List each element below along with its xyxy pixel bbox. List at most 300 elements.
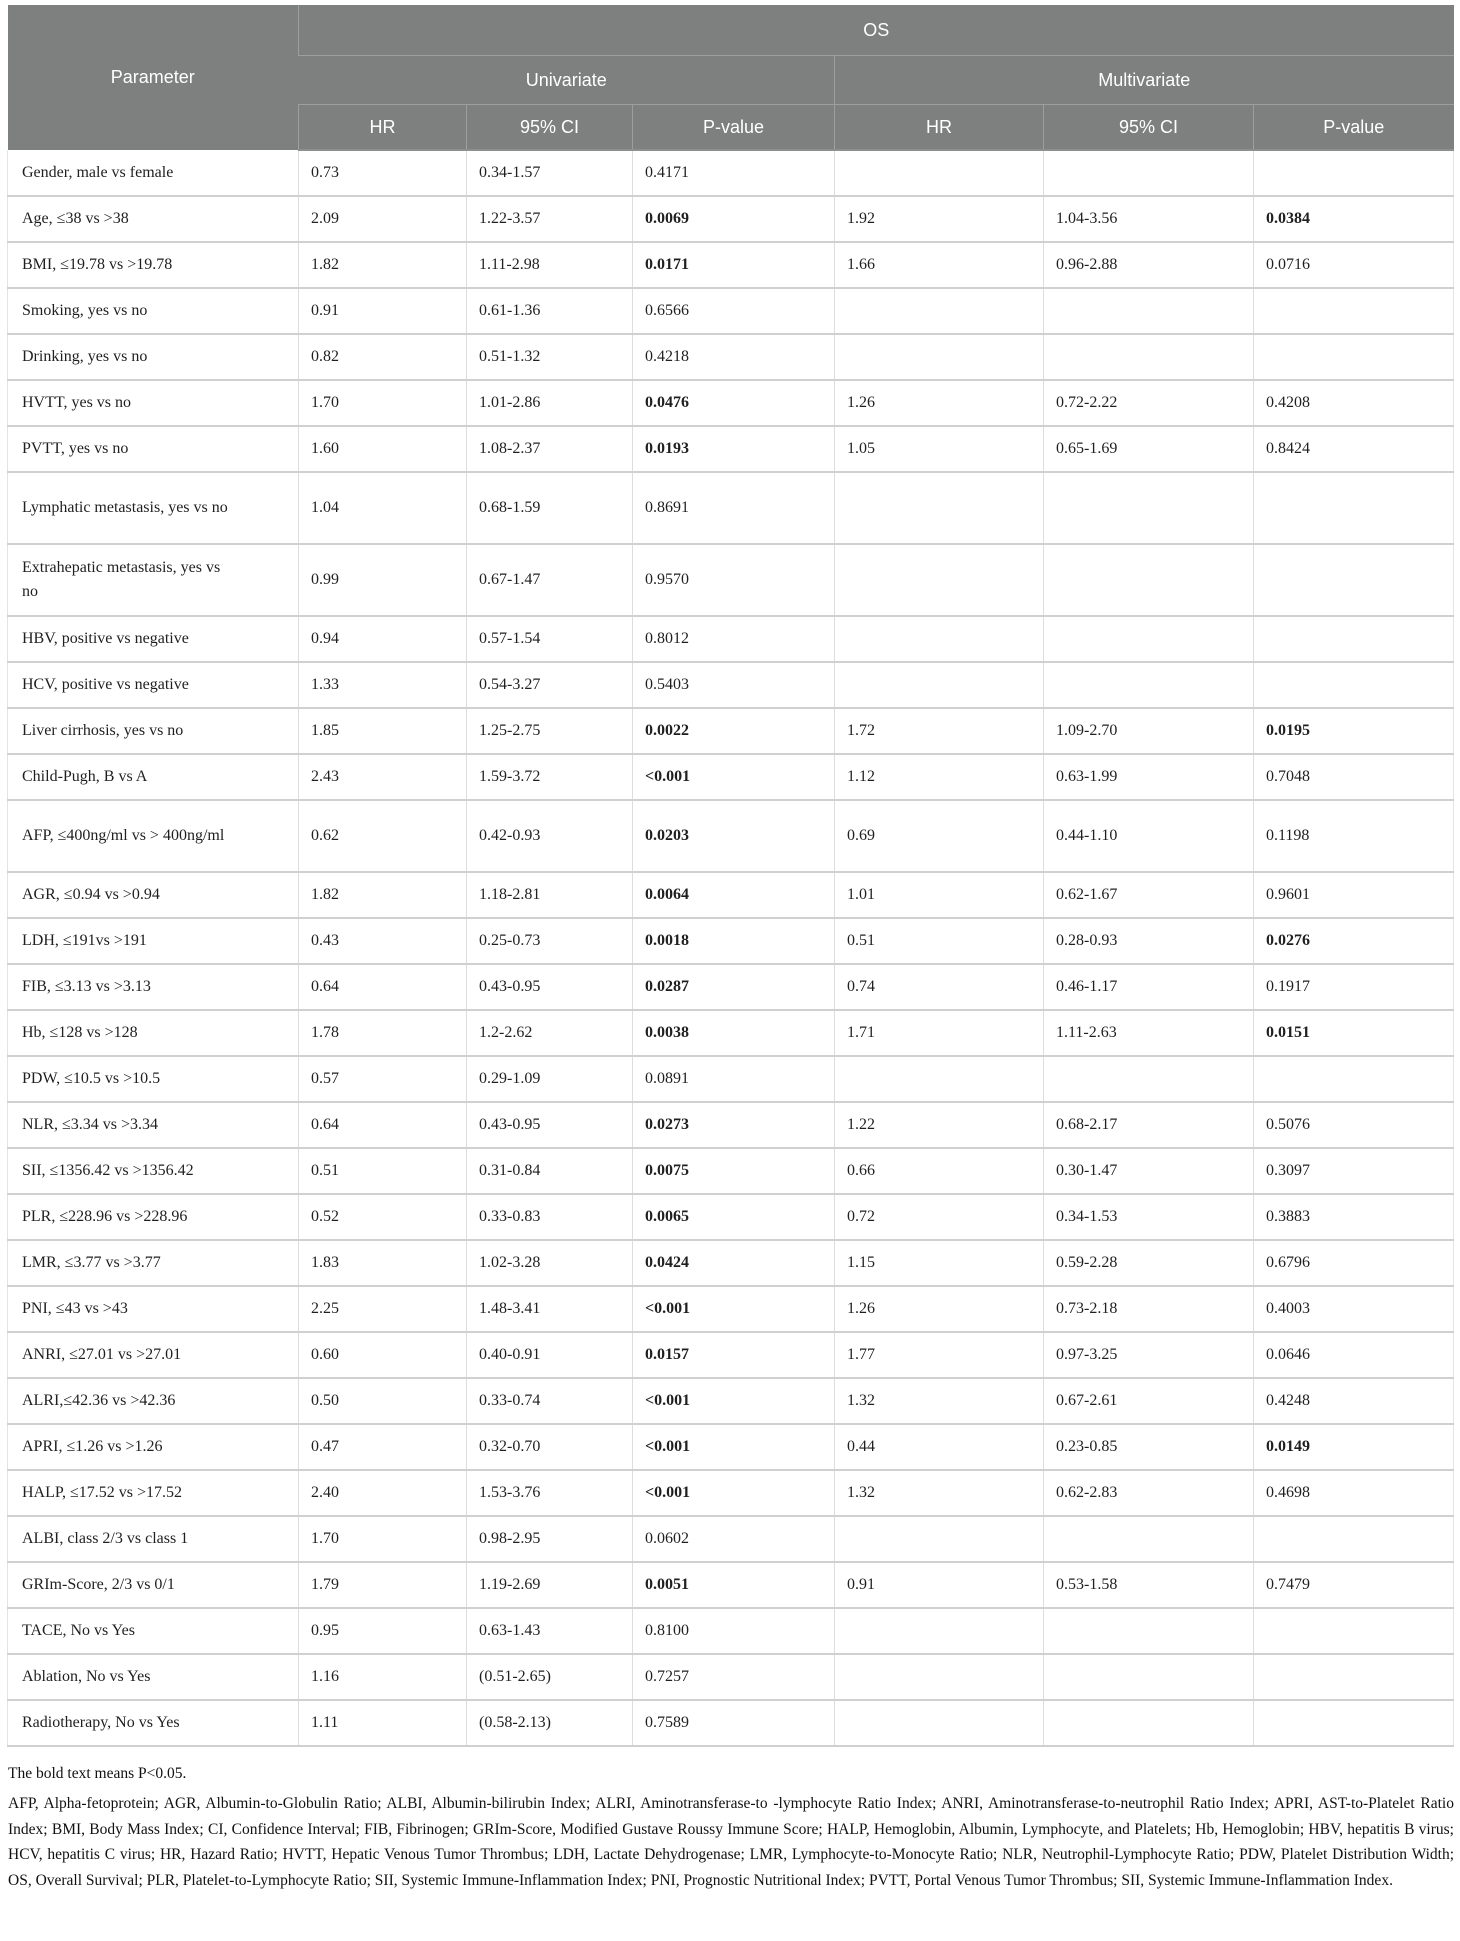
multi-pvalue-cell: 0.0646 (1254, 1332, 1454, 1378)
multi-hr-cell (835, 1654, 1044, 1700)
parameter-cell (8, 1654, 299, 1700)
multi-pvalue-cell: 0.0276 (1254, 918, 1454, 964)
parameter-cell (8, 1148, 299, 1194)
multi-pvalue-cell: 0.7048 (1254, 754, 1454, 800)
multi-ci-cell (1044, 334, 1254, 380)
uni-hr-cell: 1.04 (299, 472, 467, 544)
parameter-cell (8, 196, 299, 242)
table-row (8, 1378, 1454, 1424)
uni-pvalue-cell: 0.6566 (633, 288, 835, 334)
table-row (8, 288, 1454, 334)
uni-pvalue-cell: 0.8012 (633, 616, 835, 662)
uni-pvalue-cell: 0.5403 (633, 662, 835, 708)
multi-hr-cell: 1.72 (835, 708, 1044, 754)
uni-ci-cell: 0.51-1.32 (467, 334, 633, 380)
table-body (8, 150, 1454, 1746)
table-row (8, 1286, 1454, 1332)
multi-pvalue-cell: 0.4208 (1254, 380, 1454, 426)
parameter-cell (8, 1516, 299, 1562)
multi-pvalue-cell: 0.1917 (1254, 964, 1454, 1010)
parameter-label: FIB, ≤3.13 vs >3.13 (22, 978, 151, 995)
table-row (8, 872, 1454, 918)
uni-pvalue-cell: 0.0018 (633, 918, 835, 964)
multi-ci-cell: 0.53-1.58 (1044, 1562, 1254, 1608)
multi-ci-cell (1044, 1700, 1254, 1746)
multi-hr-cell: 0.72 (835, 1194, 1044, 1240)
parameter-label: SII, ≤1356.42 vs >1356.42 (22, 1162, 194, 1179)
uni-ci-cell: 1.11-2.98 (467, 242, 633, 288)
multi-ci-cell: 0.63-1.99 (1044, 754, 1254, 800)
multi-hr-cell: 0.91 (835, 1562, 1044, 1608)
multi-pvalue-cell: 0.0716 (1254, 242, 1454, 288)
multi-ci-cell: 1.11-2.63 (1044, 1010, 1254, 1056)
multi-hr-cell: 1.01 (835, 872, 1044, 918)
parameter-label: BMI, ≤19.78 vs >19.78 (22, 256, 173, 273)
uni-hr-cell: 1.60 (299, 426, 467, 472)
multi-hr-cell (835, 662, 1044, 708)
uni-hr-cell: 2.43 (299, 754, 467, 800)
multi-pvalue-cell (1254, 1700, 1454, 1746)
parameter-cell (8, 544, 299, 616)
uni-pvalue-cell: <0.001 (633, 1378, 835, 1424)
column-header-parameter: Parameter (8, 5, 299, 150)
uni-pvalue-cell: 0.0069 (633, 196, 835, 242)
uni-hr-cell: 0.73 (299, 150, 467, 196)
column-header-multi-hr: HR (835, 105, 1044, 151)
multi-ci-cell: 0.46-1.17 (1044, 964, 1254, 1010)
uni-pvalue-cell: 0.4218 (633, 334, 835, 380)
multi-pvalue-cell: 0.5076 (1254, 1102, 1454, 1148)
uni-ci-cell: 0.43-0.95 (467, 964, 633, 1010)
parameter-label: Gender, male vs female (22, 163, 174, 181)
multi-pvalue-cell (1254, 1654, 1454, 1700)
table-row (8, 334, 1454, 380)
parameter-cell (8, 1010, 299, 1056)
uni-pvalue-cell: 0.4171 (633, 150, 835, 196)
uni-pvalue-cell: <0.001 (633, 754, 835, 800)
parameter-cell (8, 708, 299, 754)
uni-pvalue-cell: 0.0891 (633, 1056, 835, 1102)
table-row (8, 1608, 1454, 1654)
uni-ci-cell: 1.19-2.69 (467, 1562, 633, 1608)
uni-pvalue-cell: 0.0038 (633, 1010, 835, 1056)
uni-pvalue-cell: 0.0022 (633, 708, 835, 754)
multi-pvalue-cell: 0.4003 (1254, 1286, 1454, 1332)
table-row (8, 1700, 1454, 1746)
uni-pvalue-cell: 0.7257 (633, 1654, 835, 1700)
multi-pvalue-cell: 0.0195 (1254, 708, 1454, 754)
uni-ci-cell: 0.40-0.91 (467, 1332, 633, 1378)
parameter-label: PLR, ≤228.96 vs >228.96 (22, 1208, 188, 1225)
table-row (8, 1332, 1454, 1378)
parameter-cell (8, 334, 299, 380)
uni-ci-cell: 0.33-0.74 (467, 1378, 633, 1424)
uni-pvalue-cell: 0.0476 (633, 380, 835, 426)
parameter-cell (8, 1470, 299, 1516)
uni-hr-cell: 1.82 (299, 242, 467, 288)
table-row (8, 708, 1454, 754)
parameter-label: Lymphatic metastasis, yes vs no (22, 499, 228, 516)
uni-pvalue-cell: 0.0203 (633, 800, 835, 872)
uni-hr-cell: 0.60 (299, 1332, 467, 1378)
parameter-cell (8, 1608, 299, 1654)
parameter-label: NLR, ≤3.34 vs >3.34 (22, 1116, 159, 1133)
uni-ci-cell: 0.54-3.27 (467, 662, 633, 708)
parameter-label: Liver cirrhosis, yes vs no (22, 722, 184, 739)
uni-ci-cell: (0.51-2.65) (467, 1654, 633, 1700)
parameter-label: PDW, ≤10.5 vs >10.5 (22, 1070, 161, 1087)
parameter-cell (8, 800, 299, 872)
multi-ci-cell: 0.97-3.25 (1044, 1332, 1254, 1378)
multi-pvalue-cell (1254, 1608, 1454, 1654)
uni-hr-cell: 1.70 (299, 1516, 467, 1562)
uni-hr-cell: 0.94 (299, 616, 467, 662)
parameter-cell (8, 1286, 299, 1332)
parameter-label: AFP, ≤400ng/ml vs > 400ng/ml (22, 827, 225, 844)
uni-ci-cell: 0.57-1.54 (467, 616, 633, 662)
parameter-label: Child-Pugh, B vs A (22, 768, 148, 785)
multi-ci-cell: 0.62-1.67 (1044, 872, 1254, 918)
uni-hr-cell: 2.09 (299, 196, 467, 242)
uni-pvalue-cell: 0.0051 (633, 1562, 835, 1608)
table-row (8, 1240, 1454, 1286)
parameter-label: TACE, No vs Yes (22, 1622, 135, 1639)
parameter-cell (8, 288, 299, 334)
uni-hr-cell: 1.78 (299, 1010, 467, 1056)
table-row (8, 150, 1454, 196)
multi-hr-cell: 1.15 (835, 1240, 1044, 1286)
multi-ci-cell: 0.96-2.88 (1044, 242, 1254, 288)
uni-hr-cell: 1.16 (299, 1654, 467, 1700)
parameter-label: AGR, ≤0.94 vs >0.94 (22, 886, 160, 903)
multi-ci-cell: 0.44-1.10 (1044, 800, 1254, 872)
parameter-cell (8, 426, 299, 472)
multi-pvalue-cell (1254, 616, 1454, 662)
uni-pvalue-cell: <0.001 (633, 1470, 835, 1516)
uni-ci-cell: 1.2-2.62 (467, 1010, 633, 1056)
uni-ci-cell: 0.29-1.09 (467, 1056, 633, 1102)
uni-ci-cell: 1.02-3.28 (467, 1240, 633, 1286)
multi-hr-cell (835, 1608, 1044, 1654)
parameter-cell (8, 1240, 299, 1286)
parameter-cell (8, 1102, 299, 1148)
uni-ci-cell: 1.25-2.75 (467, 708, 633, 754)
uni-ci-cell: 0.25-0.73 (467, 918, 633, 964)
multi-hr-cell: 1.32 (835, 1378, 1044, 1424)
column-header-univariate: Univariate (299, 56, 835, 105)
multi-pvalue-cell (1254, 334, 1454, 380)
table-row (8, 1010, 1454, 1056)
multi-hr-cell: 0.44 (835, 1424, 1044, 1470)
multi-ci-cell (1044, 662, 1254, 708)
footnote-area (7, 1762, 1453, 1893)
multi-ci-cell: 0.23-0.85 (1044, 1424, 1254, 1470)
multi-ci-cell (1044, 288, 1254, 334)
uni-ci-cell: 0.98-2.95 (467, 1516, 633, 1562)
table-row (8, 918, 1454, 964)
parameter-cell (8, 380, 299, 426)
multi-pvalue-cell (1254, 1516, 1454, 1562)
uni-hr-cell: 1.70 (299, 380, 467, 426)
multi-pvalue-cell: 0.8424 (1254, 426, 1454, 472)
table-row (8, 472, 1454, 544)
uni-pvalue-cell: 0.0287 (633, 964, 835, 1010)
column-header-uni-hr: HR (299, 105, 467, 151)
multi-ci-cell: 1.09-2.70 (1044, 708, 1254, 754)
multi-ci-cell: 1.04-3.56 (1044, 196, 1254, 242)
uni-hr-cell: 0.99 (299, 544, 467, 616)
multi-pvalue-cell (1254, 1056, 1454, 1102)
table-row (8, 1056, 1454, 1102)
uni-ci-cell: 0.63-1.43 (467, 1608, 633, 1654)
parameter-label: Age, ≤38 vs >38 (22, 210, 129, 227)
parameter-cell (8, 754, 299, 800)
multi-hr-cell: 0.51 (835, 918, 1044, 964)
multi-pvalue-cell (1254, 288, 1454, 334)
column-header-multi-pvalue: P-value (1254, 105, 1454, 151)
multi-ci-cell (1044, 1516, 1254, 1562)
table-row (8, 1194, 1454, 1240)
footnote-bold-note: The bold text means P<0.05. (8, 1765, 187, 1782)
uni-ci-cell: 1.53-3.76 (467, 1470, 633, 1516)
uni-hr-cell: 0.64 (299, 1102, 467, 1148)
multi-pvalue-cell (1254, 150, 1454, 196)
uni-pvalue-cell: 0.7589 (633, 1700, 835, 1746)
multi-pvalue-cell: 0.4698 (1254, 1470, 1454, 1516)
uni-ci-cell: 0.33-0.83 (467, 1194, 633, 1240)
parameter-cell (8, 1700, 299, 1746)
parameter-cell (8, 1424, 299, 1470)
column-header-multi-ci: 95% CI (1044, 105, 1254, 151)
uni-pvalue-cell: 0.8691 (633, 472, 835, 544)
multi-hr-cell: 0.69 (835, 800, 1044, 872)
uni-pvalue-cell: 0.9570 (633, 544, 835, 616)
multi-ci-cell (1044, 1056, 1254, 1102)
multi-hr-cell (835, 1516, 1044, 1562)
table-row (8, 1654, 1454, 1700)
uni-ci-cell: 1.22-3.57 (467, 196, 633, 242)
uni-hr-cell: 0.91 (299, 288, 467, 334)
uni-hr-cell: 0.51 (299, 1148, 467, 1194)
table-row (8, 964, 1454, 1010)
multi-pvalue-cell: 0.9601 (1254, 872, 1454, 918)
uni-hr-cell: 0.64 (299, 964, 467, 1010)
multi-hr-cell: 1.77 (835, 1332, 1044, 1378)
parameter-cell (8, 616, 299, 662)
multi-ci-cell: 0.62-2.83 (1044, 1470, 1254, 1516)
table-row (8, 754, 1454, 800)
multi-ci-cell: 0.34-1.53 (1044, 1194, 1254, 1240)
multi-pvalue-cell: 0.3883 (1254, 1194, 1454, 1240)
multi-ci-cell: 0.68-2.17 (1044, 1102, 1254, 1148)
multi-ci-cell (1044, 544, 1254, 616)
uni-hr-cell: 0.57 (299, 1056, 467, 1102)
multi-hr-cell: 1.12 (835, 754, 1044, 800)
uni-ci-cell: 0.67-1.47 (467, 544, 633, 616)
multi-pvalue-cell: 0.3097 (1254, 1148, 1454, 1194)
parameter-label: LMR, ≤3.77 vs >3.77 (22, 1254, 161, 1271)
uni-pvalue-cell: 0.0064 (633, 872, 835, 918)
parameter-cell (8, 1332, 299, 1378)
parameter-label: PNI, ≤43 vs >43 (22, 1300, 128, 1317)
multi-hr-cell (835, 472, 1044, 544)
parameter-cell (8, 1378, 299, 1424)
table-row (8, 242, 1454, 288)
parameter-label: HALP, ≤17.52 vs >17.52 (22, 1484, 183, 1501)
uni-hr-cell: 0.95 (299, 1608, 467, 1654)
column-header-uni-ci: 95% CI (467, 105, 633, 151)
uni-ci-cell: 0.31-0.84 (467, 1148, 633, 1194)
uni-ci-cell: 0.68-1.59 (467, 472, 633, 544)
multi-hr-cell: 0.66 (835, 1148, 1044, 1194)
uni-pvalue-cell: 0.0424 (633, 1240, 835, 1286)
uni-ci-cell: 1.59-3.72 (467, 754, 633, 800)
parameter-label: HCV, positive vs negative (22, 676, 189, 693)
parameter-cell (8, 1562, 299, 1608)
multi-pvalue-cell: 0.4248 (1254, 1378, 1454, 1424)
uni-ci-cell: 0.34-1.57 (467, 150, 633, 196)
uni-ci-cell: 0.61-1.36 (467, 288, 633, 334)
uni-hr-cell: 0.43 (299, 918, 467, 964)
os-analysis-table (7, 5, 1454, 1747)
table-row (8, 1562, 1454, 1608)
uni-hr-cell: 0.50 (299, 1378, 467, 1424)
multi-hr-cell: 1.32 (835, 1470, 1044, 1516)
multi-ci-cell: 0.67-2.61 (1044, 1378, 1254, 1424)
multi-pvalue-cell (1254, 472, 1454, 544)
uni-hr-cell: 0.62 (299, 800, 467, 872)
parameter-label: Hb, ≤128 vs >128 (22, 1024, 138, 1041)
uni-pvalue-cell: 0.0193 (633, 426, 835, 472)
table-row (8, 616, 1454, 662)
footnote-abbreviations: AFP, Alpha-fetoprotein; AGR, Albumin-to-Globulin Ratio; ALBI, Albumin-bilirubin Index; ALRI, Aminotransferase-to -lymphocyte Ratio Index; ANRI, Aminotransferase-to-neutrophil Ratio Index; APRI, AST-to-Platelet Ratio Index; BMI, Body Mass Index; CI, Confidence Interval; FIB, Fibrinogen; GRIm-Score, Modified Gustave Roussy Immune Score; HALP, Hemoglobin, Albumin, Lymphocyte, and Platelets; Hb, Hemoglobin; HBV, hepatitis B virus; HCV, hepatitis C virus; HR, Hazard Ratio; HVTT, Hepatic Venous Tumor Thrombus; LDH, Lactate Dehydrogenase; LMR, Lymphocyte-to-Monocyte Ratio; NLR, Neutrophil-Lymphocyte Ratio; PDW, Platelet Distribution Width; OS, Overall Survival; PLR, Platelet-to-Lymphocyte Ratio; SII, Systemic Immune-Inflammation Index; PNI, Prognostic Nutritional Index; PVTT, Portal Venous Tumor Thrombus; SII, Systemic Immune-Inflammation Index. (8, 1795, 1454, 1889)
table-row (8, 1148, 1454, 1194)
multi-pvalue-cell: 0.6796 (1254, 1240, 1454, 1286)
multi-hr-cell (835, 1056, 1044, 1102)
multi-pvalue-cell (1254, 662, 1454, 708)
uni-pvalue-cell: <0.001 (633, 1286, 835, 1332)
multi-ci-cell (1044, 1654, 1254, 1700)
multi-hr-cell (835, 616, 1044, 662)
parameter-cell (8, 1194, 299, 1240)
parameter-label: Smoking, yes vs no (22, 302, 148, 319)
uni-hr-cell: 1.79 (299, 1562, 467, 1608)
multi-pvalue-cell: 0.1198 (1254, 800, 1454, 872)
parameter-cell (8, 472, 299, 544)
parameter-label: ALRI,≤42.36 vs >42.36 (22, 1392, 176, 1409)
uni-hr-cell: 2.25 (299, 1286, 467, 1332)
uni-hr-cell: 1.83 (299, 1240, 467, 1286)
multi-hr-cell (835, 334, 1044, 380)
multi-pvalue-cell: 0.7479 (1254, 1562, 1454, 1608)
table-row (8, 380, 1454, 426)
multi-hr-cell: 1.22 (835, 1102, 1044, 1148)
multi-hr-cell (835, 1700, 1044, 1746)
parameter-cell (8, 662, 299, 708)
multi-ci-cell: 0.28-0.93 (1044, 918, 1254, 964)
multi-pvalue-cell (1254, 544, 1454, 616)
table-row (8, 1424, 1454, 1470)
table-row (8, 544, 1454, 616)
uni-ci-cell: 1.18-2.81 (467, 872, 633, 918)
parameter-label: HVTT, yes vs no (22, 394, 132, 411)
table-row (8, 1102, 1454, 1148)
multi-hr-cell: 1.26 (835, 1286, 1044, 1332)
uni-ci-cell: 0.42-0.93 (467, 800, 633, 872)
multi-hr-cell: 0.74 (835, 964, 1044, 1010)
parameter-label: GRIm-Score, 2/3 vs 0/1 (22, 1576, 175, 1593)
multi-ci-cell (1044, 1608, 1254, 1654)
uni-pvalue-cell: 0.0171 (633, 242, 835, 288)
uni-pvalue-cell: 0.0602 (633, 1516, 835, 1562)
multi-hr-cell: 1.92 (835, 196, 1044, 242)
uni-hr-cell: 1.11 (299, 1700, 467, 1746)
multi-hr-cell: 1.71 (835, 1010, 1044, 1056)
table-row (8, 196, 1454, 242)
column-header-os-group: OS (299, 5, 1454, 56)
table-row (8, 1516, 1454, 1562)
multi-hr-cell (835, 544, 1044, 616)
parameter-cell (8, 964, 299, 1010)
parameter-cell (8, 872, 299, 918)
column-header-multivariate: Multivariate (835, 56, 1454, 105)
uni-hr-cell: 0.47 (299, 1424, 467, 1470)
uni-ci-cell: 1.48-3.41 (467, 1286, 633, 1332)
multi-pvalue-cell: 0.0149 (1254, 1424, 1454, 1470)
multi-hr-cell (835, 288, 1044, 334)
uni-pvalue-cell: 0.0075 (633, 1148, 835, 1194)
parameter-cell (8, 918, 299, 964)
table-row (8, 800, 1454, 872)
parameter-label: ALBI, class 2/3 vs class 1 (22, 1530, 189, 1547)
uni-ci-cell: 0.32-0.70 (467, 1424, 633, 1470)
uni-pvalue-cell: <0.001 (633, 1424, 835, 1470)
multi-hr-cell: 1.66 (835, 242, 1044, 288)
parameter-label: APRI, ≤1.26 vs >1.26 (22, 1438, 163, 1455)
multi-ci-cell: 0.59-2.28 (1044, 1240, 1254, 1286)
multi-ci-cell (1044, 472, 1254, 544)
multi-hr-cell (835, 150, 1044, 196)
multi-ci-cell: 0.30-1.47 (1044, 1148, 1254, 1194)
uni-hr-cell: 0.52 (299, 1194, 467, 1240)
uni-ci-cell: 1.08-2.37 (467, 426, 633, 472)
multi-ci-cell: 0.72-2.22 (1044, 380, 1254, 426)
multi-ci-cell (1044, 616, 1254, 662)
column-header-uni-pvalue: P-value (633, 105, 835, 151)
parameter-label: Radiotherapy, No vs Yes (22, 1714, 180, 1731)
uni-ci-cell: 1.01-2.86 (467, 380, 633, 426)
uni-ci-cell: (0.58-2.13) (467, 1700, 633, 1746)
uni-hr-cell: 1.33 (299, 662, 467, 708)
uni-pvalue-cell: 0.0157 (633, 1332, 835, 1378)
parameter-label: Ablation, No vs Yes (22, 1668, 151, 1685)
parameter-label: Drinking, yes vs no (22, 348, 148, 365)
multi-hr-cell: 1.05 (835, 426, 1044, 472)
uni-pvalue-cell: 0.0273 (633, 1102, 835, 1148)
table-row (8, 1470, 1454, 1516)
parameter-cell (8, 150, 299, 196)
table-header (8, 5, 1454, 150)
uni-pvalue-cell: 0.0065 (633, 1194, 835, 1240)
parameter-label: LDH, ≤191vs >191 (22, 932, 147, 949)
uni-hr-cell: 1.82 (299, 872, 467, 918)
table-row (8, 426, 1454, 472)
parameter-label: HBV, positive vs negative (22, 630, 189, 647)
multi-pvalue-cell: 0.0151 (1254, 1010, 1454, 1056)
parameter-label: Extrahepatic metastasis, yes vs no (22, 559, 221, 600)
parameter-label: ANRI, ≤27.01 vs >27.01 (22, 1346, 182, 1363)
uni-ci-cell: 0.43-0.95 (467, 1102, 633, 1148)
